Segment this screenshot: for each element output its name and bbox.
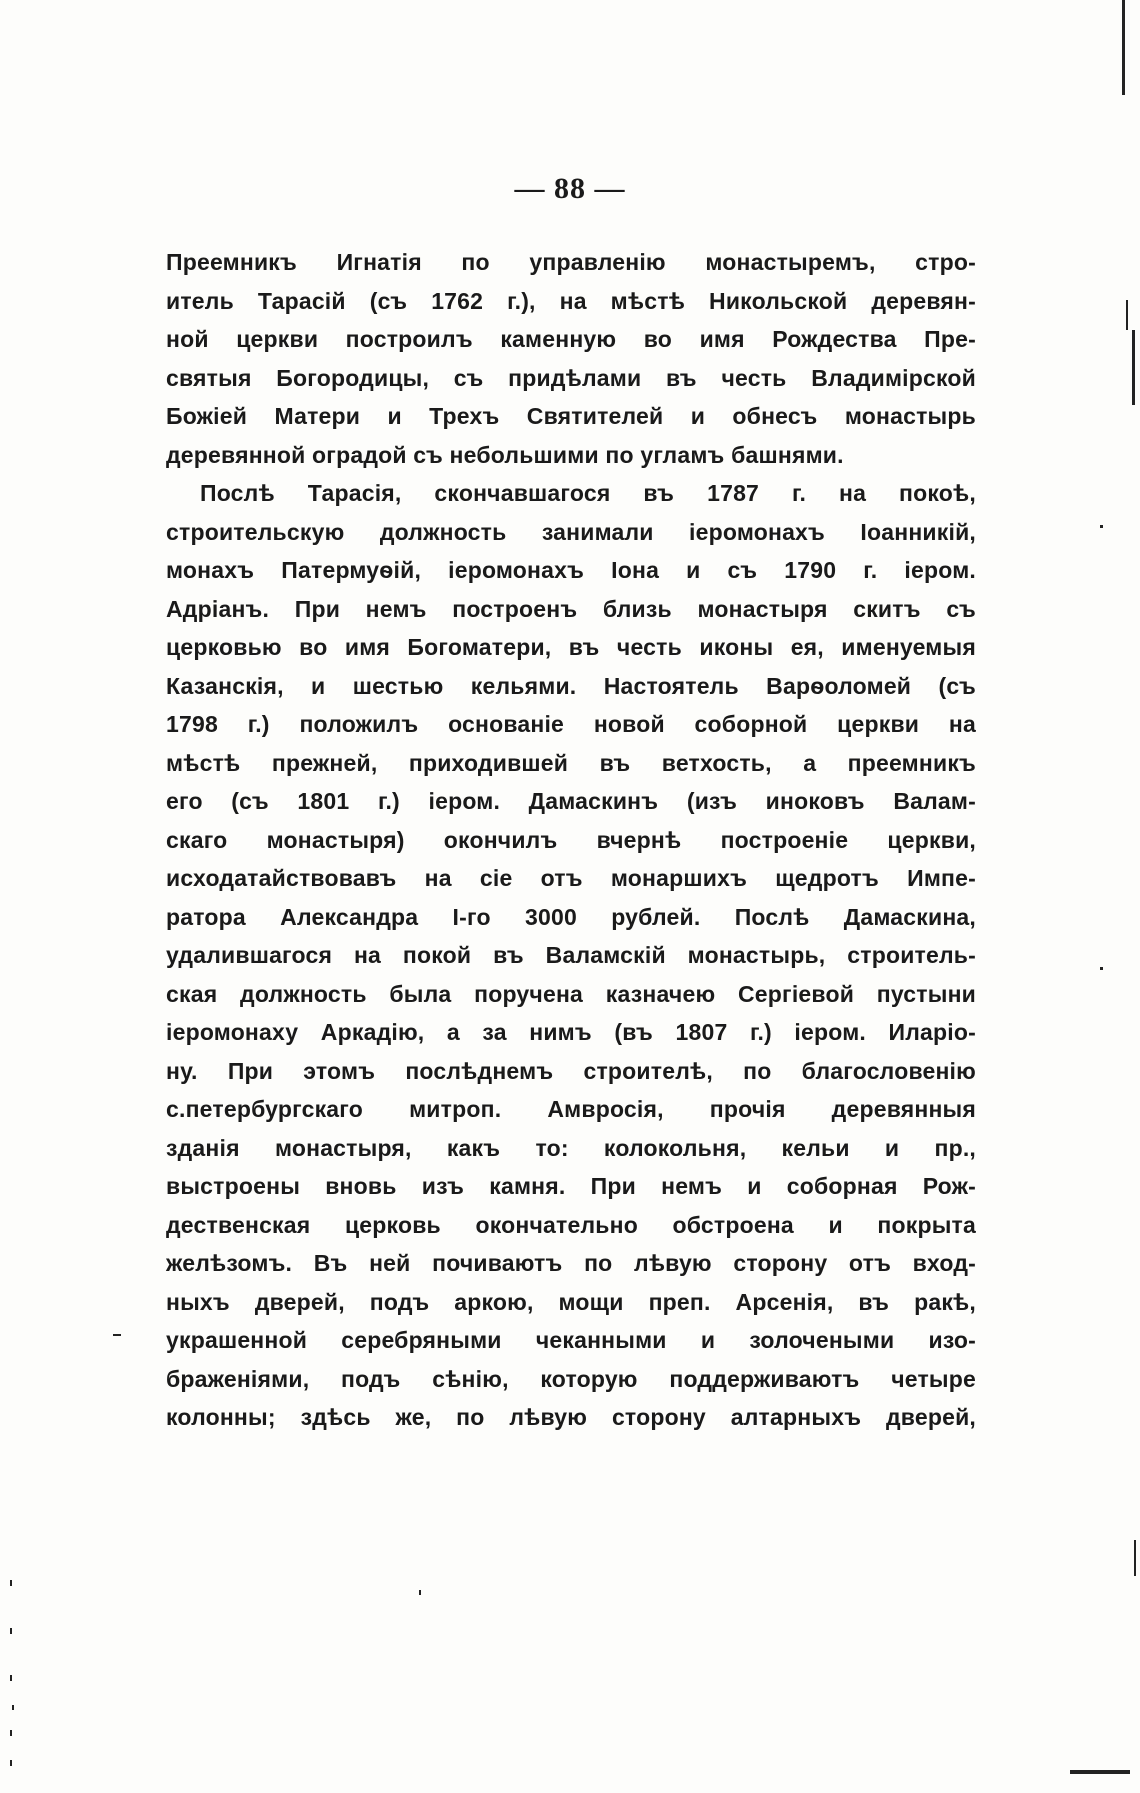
text-line: церковью во имя Богоматери, въ честь иконы ея, именуемыя [166, 634, 976, 660]
text-line: 1798 г.) положилъ основаніе новой соборной церкви на [166, 711, 976, 737]
text-line: строительскую должность занимали іеромонахъ Іоанникій, [166, 518, 976, 545]
text-line: с.петербургскаго митроп. Амвросія, прочія деревянныя [166, 1096, 976, 1122]
scan-edge-mark [1126, 300, 1128, 330]
text-line: исходатайствовавъ на сіе отъ монаршихъ щедротъ Импе- [166, 865, 976, 891]
scan-edge-mark [1100, 525, 1103, 528]
text-line: Адріанъ. При немъ построенъ близь монастыря скитъ съ [166, 595, 976, 622]
page-number: — 88 — [514, 172, 626, 205]
text-line: Казанскія, и шестью кельями. Настоятель Варѳоломей (съ [166, 672, 976, 699]
text-line: святыя Богородицы, съ придѣлами въ честь Владимірской [166, 364, 976, 391]
text-line: Божіей Матери и Трехъ Святителей и обнесъ монастырь [166, 403, 976, 429]
text-line: ныхъ дверей, подъ аркою, мощи преп. Арсенія, въ ракѣ, [166, 1288, 976, 1315]
scan-edge-mark [113, 1334, 121, 1336]
scan-edge-mark [10, 1760, 12, 1766]
scan-edge-mark [1134, 1540, 1136, 1576]
text-line: колонны; здѣсь же, по лѣвую сторону алтарныхъ дверей, [166, 1404, 976, 1430]
text-line: Послѣ Тарасія, скончавшагося въ 1787 г. на покоѣ, [200, 480, 976, 506]
text-line: его (съ 1801 г.) іером. Дамаскинъ (изъ иноковъ Валам- [166, 788, 976, 814]
text-line: браженіями, подъ сѣнію, которую поддерживаютъ четыре [166, 1365, 976, 1392]
text-line: іеромонаху Аркадію, а за нимъ (въ 1807 г.) іером. Иларіо- [166, 1019, 976, 1045]
text-line: выстроены вновь изъ камня. При немъ и соборная Рож- [166, 1173, 976, 1199]
text-line: дественская церковь окончательно обстроена и покрыта [166, 1211, 976, 1238]
text-line: ратора Александра I-го 3000 рублей. Послѣ Дамаскина, [166, 903, 976, 930]
text-line: желѣзомъ. Въ ней почиваютъ по лѣвую сторону отъ вход- [166, 1250, 976, 1276]
text-line: ной церкви построилъ каменную во имя Рождества Пре- [166, 326, 976, 352]
text-line: украшенной серебряными чеканными и золочеными изо- [166, 1327, 976, 1353]
text-line: ну. При этомъ послѣднемъ строителѣ, по благословенію [166, 1057, 976, 1084]
text-line: мѣстѣ прежней, приходившей въ ветхость, а преемникъ [166, 749, 976, 776]
text-line: Преемникъ Игнатія по управленію монастыремъ, стро- [166, 249, 976, 275]
text-line: итель Тарасій (съ 1762 г.), на мѣстѣ Никольской деревян- [166, 287, 976, 314]
scan-edge-mark [1100, 967, 1103, 970]
scan-edge-mark [1132, 330, 1135, 405]
text-line: ская должность была поручена казначею Сергіевой пустыни [166, 980, 976, 1007]
scan-edge-mark [12, 1705, 14, 1710]
text-line: монахъ Патермуѳій, іеромонахъ Іона и съ 1790 г. іером. [166, 557, 976, 583]
body-text [166, 243, 976, 1437]
scan-edge-mark [10, 1675, 12, 1681]
scan-edge-mark [419, 1590, 421, 1595]
text-line: деревянной оградой съ небольшими по угламъ башнями. [166, 441, 844, 468]
text-line: скаго монастыря) окончилъ вчернѣ построеніе церкви, [166, 826, 976, 853]
text-line: удалившагося на покой въ Валамскій монастырь, строитель- [166, 942, 976, 968]
scan-edge-mark [10, 1580, 12, 1586]
scan-edge-mark [1122, 0, 1125, 95]
text-line: зданія монастыря, какъ то: колокольня, кельи и пр., [166, 1134, 976, 1161]
scan-edge-mark [10, 1730, 12, 1736]
scan-edge-mark [1070, 1770, 1130, 1774]
scan-edge-mark [10, 1628, 12, 1634]
